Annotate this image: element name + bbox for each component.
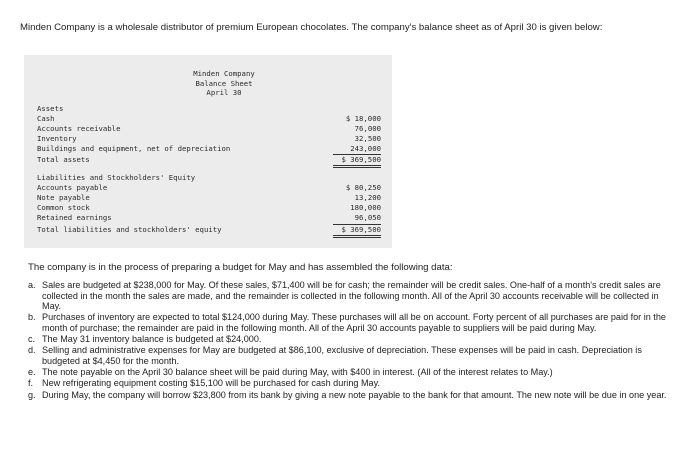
list-item <box>28 280 678 312</box>
row-label: Accounts payable <box>37 183 108 192</box>
row-label: Note payable <box>37 193 90 202</box>
item-marker: a. <box>28 280 36 290</box>
list-item <box>28 367 678 378</box>
balance-sheet <box>24 55 392 248</box>
asset-row-accounts-receivable <box>37 124 381 134</box>
question-text: The company is in the process of preparing a budget for May and has assembled the following data: <box>28 262 453 273</box>
row-amount: $ 369,500 <box>341 155 381 164</box>
item-text: The May 31 inventory balance is budgeted at $24,000. <box>42 334 262 345</box>
list-item <box>28 345 678 366</box>
balance-sheet-header <box>174 69 274 98</box>
item-text: New refrigerating equipment costing $15,100 will be purchased for cash during May. <box>42 378 381 389</box>
asset-row-buildings <box>37 144 381 154</box>
row-amount: $ 369,500 <box>341 225 381 234</box>
row-label: Inventory <box>37 134 77 143</box>
double-rule-top <box>333 165 381 166</box>
asset-row-cash <box>37 114 381 124</box>
row-amount: $ 18,000 <box>345 114 381 123</box>
double-rule-bottom <box>333 167 381 168</box>
equity-row-common-stock <box>37 203 381 213</box>
item-text: The note payable on the April 30 balance sheet will be paid during May, with $400 in interest. (All of the interest relates to May.) <box>42 367 553 378</box>
list-item <box>28 334 678 345</box>
row-label: Total assets <box>37 155 90 164</box>
item-marker: g. <box>28 389 36 400</box>
list-item <box>28 378 678 389</box>
item-text: Sales are budgeted at $238,000 for May. Of these sales, $71,400 will be for cash; the remainder will be credit sales. One-half of a month's credit sales are collected in the month the sales are made, and the remainder is collected in the following month. All of the April 30 accounts receivable will be collected in May. <box>42 280 661 312</box>
row-label: Accounts receivable <box>37 124 121 133</box>
item-text: During May, the company will borrow $23,800 from its bank by giving a new note payable to the bank for that amount. The new note will be due in one year. <box>42 389 667 400</box>
row-label: Total liabilities and stockholders' equity <box>37 225 222 234</box>
row-amount: 243,000 <box>350 144 381 153</box>
item-marker: b. <box>28 312 36 323</box>
row-amount: 13,200 <box>354 193 381 202</box>
double-rule-bottom <box>333 237 381 238</box>
row-amount: 96,050 <box>354 213 381 222</box>
liability-row-accounts-payable <box>37 183 381 193</box>
item-text: Selling and administrative expenses for May are budgeted at $86,100, exclusive of depreciation. These expenses will be paid in cash. Depreciation is budgeted at $4,450 for the month. <box>42 345 642 366</box>
double-rule-top <box>333 235 381 236</box>
item-marker: c. <box>28 334 36 345</box>
intro-text: Minden Company is a wholesale distributor of premium European chocolates. The company's balance sheet as of April 30 is given below: <box>20 22 603 33</box>
row-amount: 180,000 <box>350 203 381 212</box>
liabilities-heading: Liabilities and Stockholders' Equity <box>37 173 196 182</box>
statement-date: April 30 <box>206 88 242 97</box>
row-amount: $ 80,250 <box>345 183 381 192</box>
equity-row-retained-earnings <box>37 213 381 223</box>
list-item <box>28 312 678 333</box>
row-amount: 76,000 <box>354 124 381 133</box>
asset-row-inventory <box>37 134 381 144</box>
row-label: Buildings and equipment, net of depreciation <box>37 144 231 153</box>
assets-heading: Assets <box>37 104 64 113</box>
statement-title: Balance Sheet <box>195 78 253 88</box>
row-label: Cash <box>37 114 55 123</box>
total-assets-row <box>37 155 381 165</box>
row-label: Retained earnings <box>37 213 112 222</box>
total-liabilities-row <box>37 225 381 235</box>
company-name: Minden Company <box>193 69 255 78</box>
item-marker: d. <box>28 345 36 356</box>
budget-data-list <box>28 280 678 401</box>
liability-row-note-payable <box>37 193 381 203</box>
item-marker: f. <box>28 378 34 389</box>
item-marker: e. <box>28 367 36 378</box>
item-text: Purchases of inventory are expected to total $124,000 during May. These purchases will all be on account. Forty percent of all purchases are paid for in the month of purchase; the remainder are paid in the following month. All of the April 30 accounts payable to suppliers will be paid during May. <box>42 312 666 333</box>
list-item <box>28 390 678 401</box>
row-amount: 32,500 <box>354 134 381 143</box>
row-label: Common stock <box>37 203 90 212</box>
